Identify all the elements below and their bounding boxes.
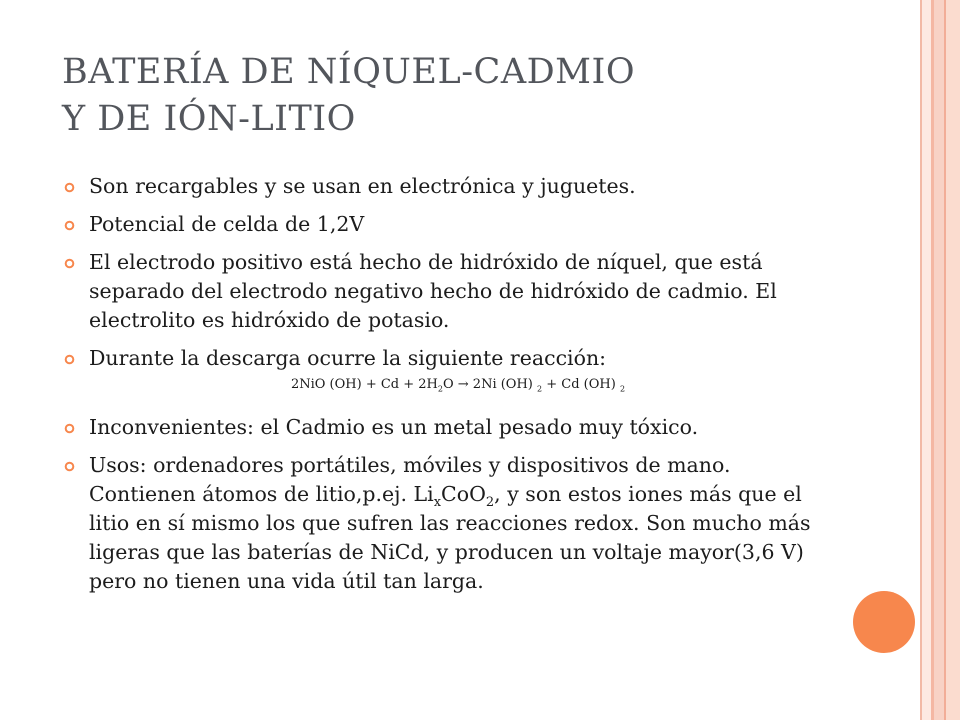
stripe (946, 0, 960, 720)
chemical-equation (92, 376, 824, 399)
list-item (64, 344, 824, 373)
equation-part: O → 2Ni (OH) (442, 377, 533, 392)
bullet-ring-icon (64, 354, 75, 365)
bullet-text: Inconvenientes: el Cadmio es un metal pesado muy tóxico. (89, 414, 699, 439)
slide-title-line-2: Y DE IÓN-LITIO (62, 99, 356, 139)
list-item (64, 413, 824, 442)
stripe (934, 0, 944, 720)
bullet-text: El electrodo positivo está hecho de hidróxido de níquel, que está separado del electrodo negativo hecho de hidróxido de cadmio. El electrolito es hidróxido de potasio. (89, 250, 777, 332)
equation-subscript: 2 (619, 384, 626, 394)
bullet-ring-icon (64, 461, 75, 472)
equation-part: + Cd (OH) (542, 377, 616, 392)
bullet-text: Potencial de celda de 1,2V (89, 212, 365, 236)
bullet-text-usos (89, 453, 811, 593)
decorative-side-stripes (920, 0, 960, 720)
slide-title-line-1: BATERÍA DE NÍQUEL-CADMIO (62, 52, 636, 92)
stripe (922, 0, 931, 720)
equation-subscript: 2 (437, 384, 443, 394)
formula-subscript-x: x (433, 494, 442, 510)
formula-subscript-2: 2 (485, 494, 495, 510)
bullet-list (64, 172, 824, 605)
list-item (64, 210, 824, 239)
list-item (64, 172, 824, 201)
bullet-ring-icon (64, 258, 75, 269)
list-item (64, 248, 824, 335)
list-item (64, 451, 824, 596)
decorative-orange-circle (853, 591, 915, 653)
equation-subscript: 2 (537, 384, 543, 394)
formula-coo: CoO (441, 481, 486, 506)
usos-text-end: , y son estos iones más que el litio en sí mismo los que sufren las reacciones redox. Son mucho más ligeras que las baterías de NiCd, y producen un voltaje mayor(3,6 V) pero no tienen una vida útil tan larga. (89, 481, 811, 593)
bullet-text: Son recargables y se usan en electrónica y juguetes. (89, 174, 636, 198)
equation-part: 2NiO (OH) + Cd + 2H (290, 377, 438, 392)
bullet-ring-icon (64, 220, 75, 231)
usos-text-start: Usos: ordenadores portátiles, móviles y dispositivos de mano. Contienen átomos de litio,p.ej. Li (89, 452, 731, 506)
bullet-ring-icon (64, 182, 75, 193)
bullet-text: Durante la descarga ocurre la siguiente reacción: (89, 346, 607, 370)
bullet-ring-icon (64, 423, 75, 434)
